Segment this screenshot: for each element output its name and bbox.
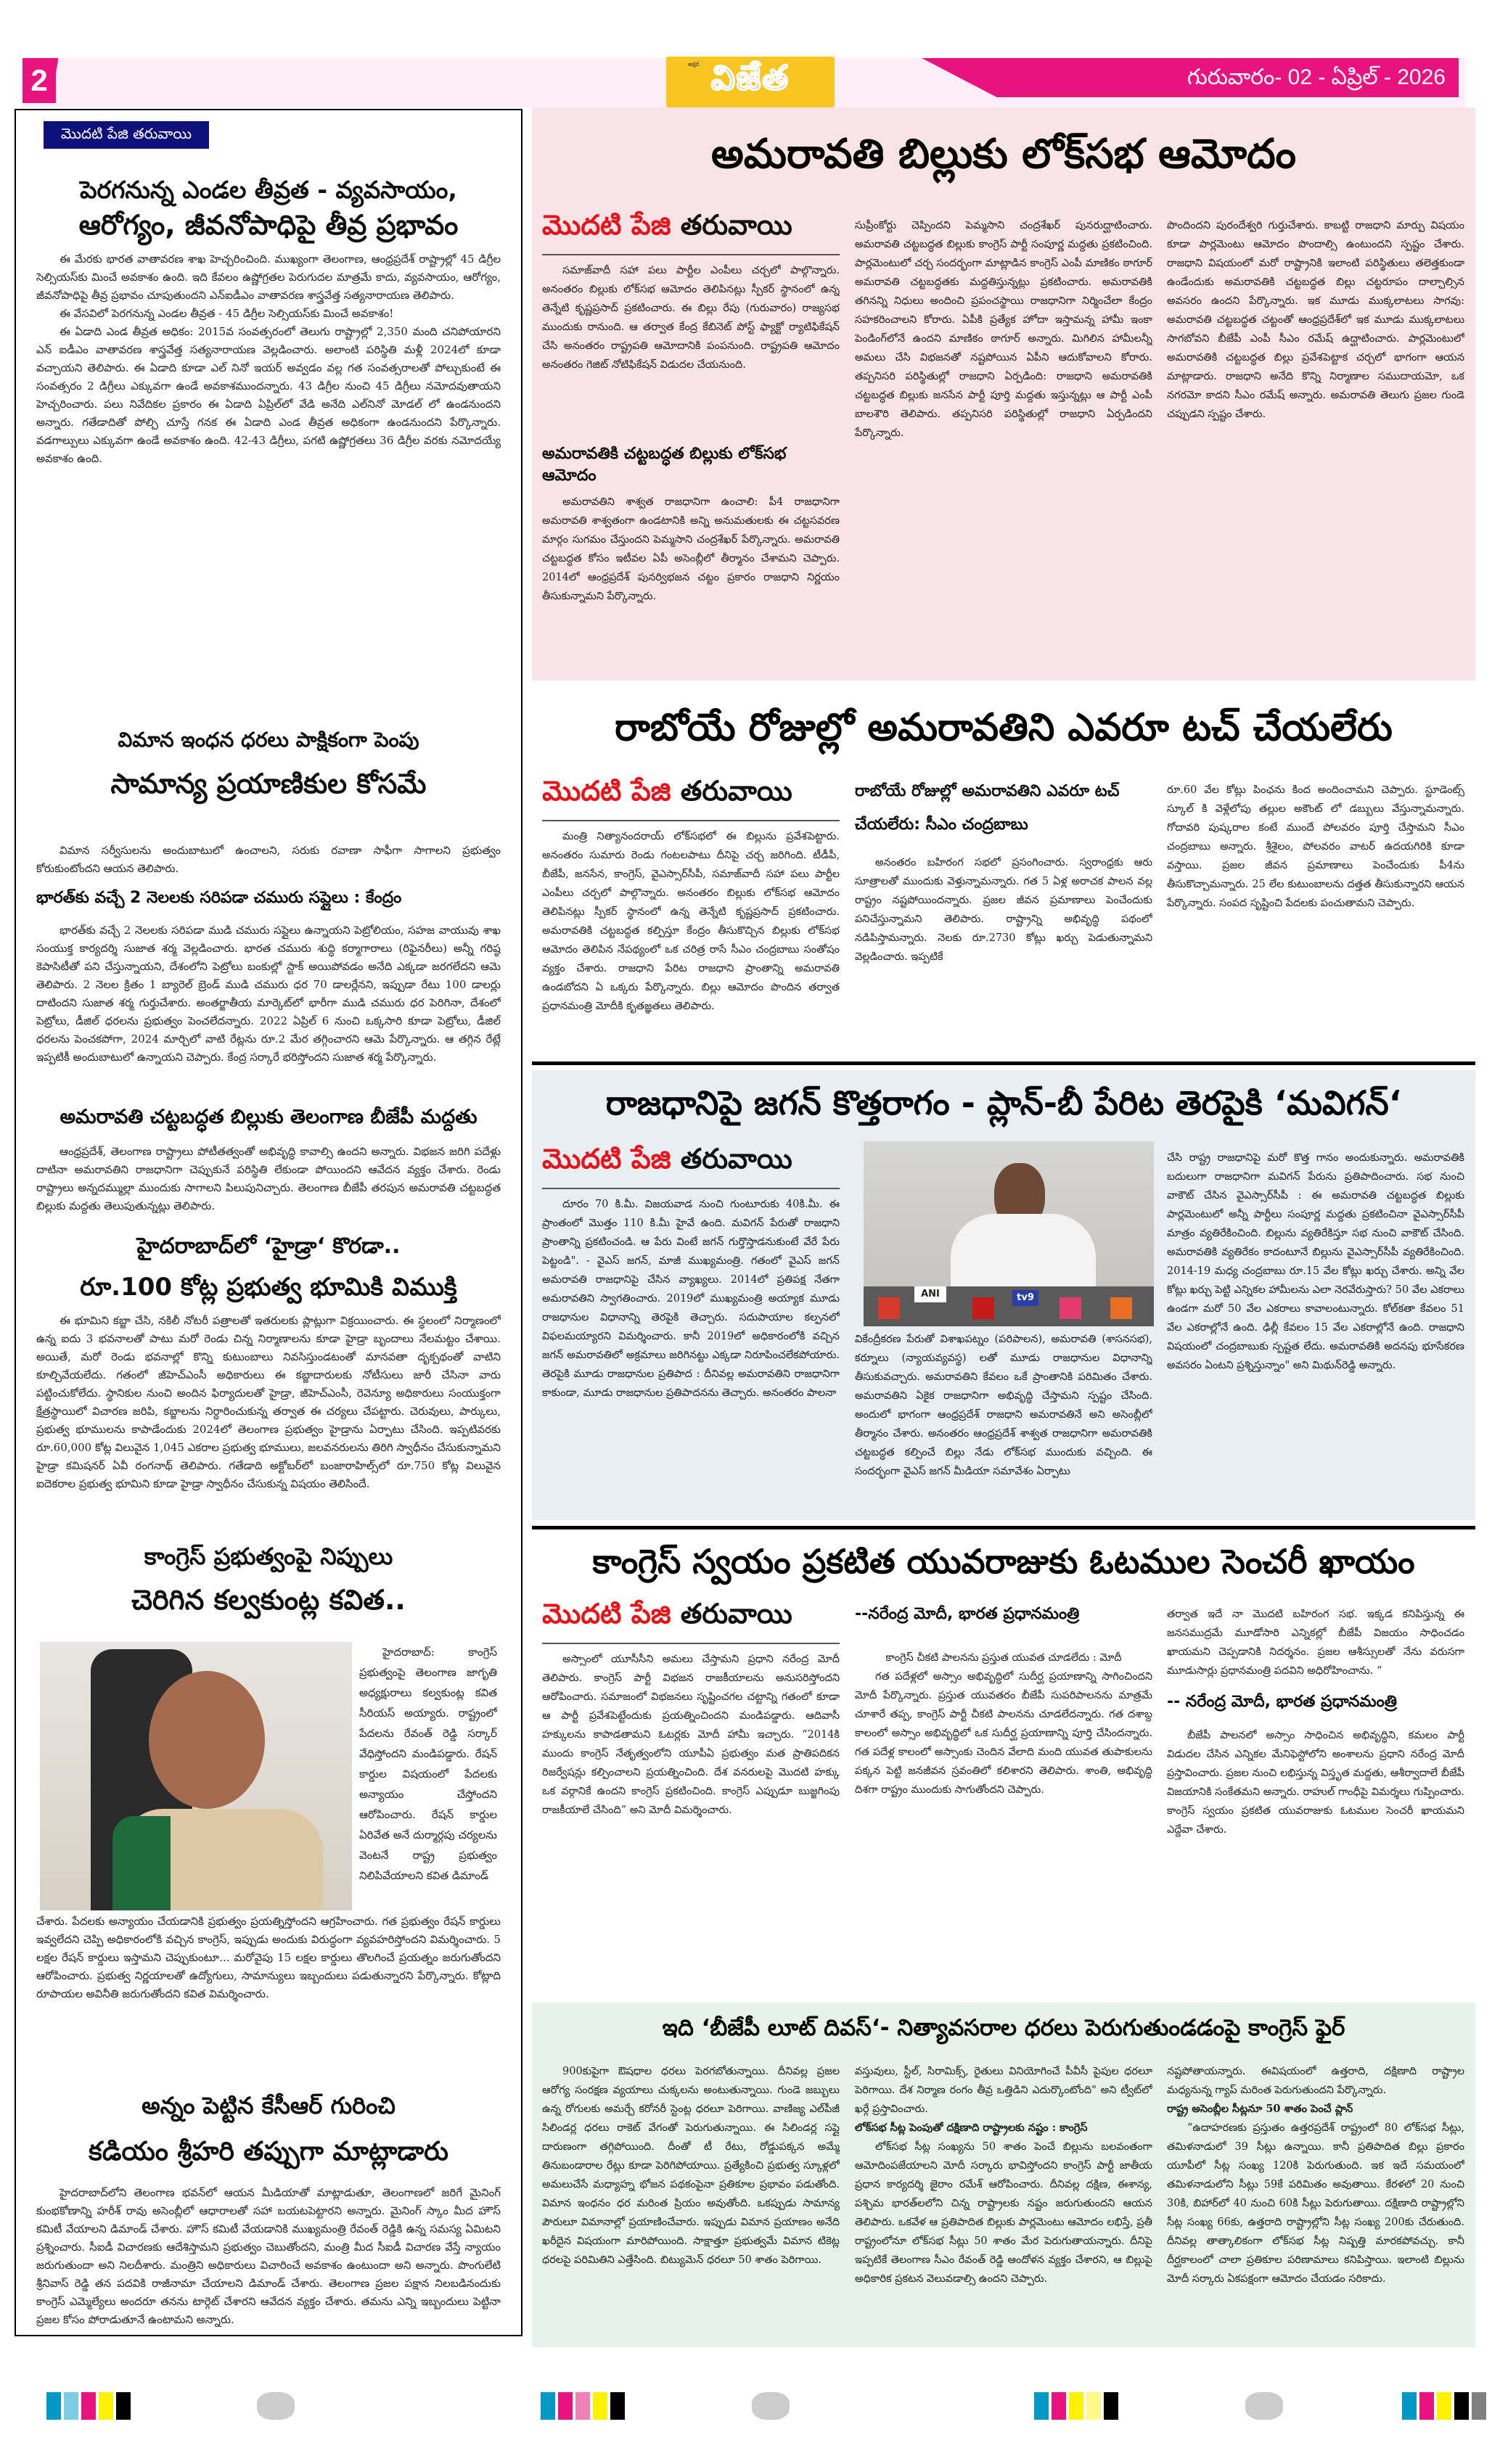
article-fuel-subhead: భారత్‌కు వచ్చే 2 నెలలకు సరిపడా చమురు సప్లైలు : కేంద్రం bbox=[36, 889, 402, 907]
article-heat-body bbox=[36, 250, 501, 707]
section-title: ఇది ‘బీజేపీ లూట్ దివస్‘- నిత్యావసరాల ధరలు పెరుగుతుండడంపై కాంగ్రెస్ ఫైర్ bbox=[662, 2015, 1345, 2041]
color-swatch bbox=[1472, 2392, 1486, 2420]
section-title: అమరావతి బిల్లుకు లోక్‌సభ ఆమోదం bbox=[710, 131, 1297, 178]
continued-black: తరువాయి bbox=[680, 209, 792, 241]
column-1 bbox=[542, 209, 840, 638]
column-text bbox=[542, 261, 840, 432]
mic-icon bbox=[1110, 1297, 1132, 1319]
article-hydra-headline bbox=[29, 1226, 508, 1307]
color-swatch bbox=[64, 2392, 78, 2420]
continued-label bbox=[542, 209, 840, 248]
color-swatch bbox=[1454, 2392, 1469, 2420]
column-3 bbox=[1167, 781, 1464, 1035]
headline-line: ఆరోగ్యం, జీవనోపాధిపై తీవ్ర ప్రభావం bbox=[78, 209, 459, 241]
paragraph: అనంతరం బహిరంగ సభలో ప్రసంగించారు. స్వరాంధ్రకు ఆరు సూత్రాలతో ముందుకు వెళ్తున్నామన్నారు. గత 5 ఏళ్ల అరాచక పాలన వల్ల రాష్ట్రం నష్టపోయిందన్నారు. ప్రజల జీవన ప్రమాణాలు పెంచేందుకు పనిచేస్తున్నామని తెలిపారు. రాష్ట్రాన్ని అభివృద్ధి పథంలో నడిపిస్తామన్నారు. నెలకు రూ.2730 కోట్లు ఖర్చు పెడుతున్నామని వెల్లడించారు. ఇప్పటికే bbox=[855, 857, 1152, 963]
continued-label bbox=[542, 775, 840, 814]
quote-attribution: -- నరేంద్ర మోదీ, భారత ప్రధానమంత్రి bbox=[1167, 1693, 1397, 1711]
column-2 bbox=[855, 1605, 1152, 1943]
headline-line: పెరగనున్న ఎండల తీవ్రత - వ్యవసాయం, bbox=[80, 176, 457, 204]
quote-attribution: --నరేంద్ర మోదీ, భారత ప్రధానమంత్రి bbox=[855, 1605, 1080, 1623]
section-touch-amaravati bbox=[532, 695, 1475, 1047]
continued-black: తరువాయి bbox=[680, 775, 792, 807]
continued-label bbox=[542, 1143, 840, 1182]
face-shape bbox=[149, 1671, 265, 1809]
paragraph: చేసి రాష్ట్ర రాజధానిపై మరో కొత్త గానం అందుకున్నారు. అమరావతికి బదులుగా రాజధానిగా మవిగన్ పేరును ప్రతిపాదించారు. సభ నుంచి వాకౌట్ చేసిన వైఎస్సార్‌సీపీ : ఈ అమరావతి చట్టబద్ధత బిల్లుకు పార్లమెంటులో అన్నీ పార్టీలు సంపూర్ణ మద్దతు ప్రకటించినా వైఎస్సార్‌సీపీ మాత్రం వ్యతిరేకించింది. బిల్లును వ్యతిరేకిస్తూ సభ నుంచి వాకౌట్ చేసింది. అమరావతికి వ్యతిరేకం కాదంటూనే బిల్లును వైఎస్సార్‌సీపీ వ్యతిరేకించింది. 2014-19 మధ్య చంద్రబాబు రూ.15 వేల కోట్లు ఖర్చు చేశారు. అన్ని వేల కోట్లు ఖర్చు పెట్టి ఎన్నికల హామీలను ఎలా నెరవేరుస్తారు? 50 వేల ఎకరాలు ఉండగా మరో 50 వేల ఎకరాలు కావాలంటున్నారు. కోల్‌కతా కేవలం 51 వేల ఎకరాల్లోనే ఉంది. ఢిల్లీ కేవలం 15 వేల ఎకరాల్లోనే ఉంది. రాజధాని విషయంలో చంద్రబాబుకు స్పష్టత లేదు. అమరావతికి అదనపు భూసేకరణ అవసరం ఏంటని ప్రశ్నిస్తున్నాం" అని మిథున్‌రెడ్డి అన్నారు. bbox=[1167, 1152, 1464, 1371]
mic-icon bbox=[1060, 1297, 1081, 1319]
paragraph: భారత్‌కు వచ్చే 2 నెలలకు సరిపడా ముడి చమురు సప్లైలు ఉన్నాయని పెట్రోలియం, సహజ వాయువు శాఖ సంయుక్త కార్యదర్శి సుజాత శర్మ వెల్లడించారు. భారత చమురు శుద్ధి కర్మాగారాలు (రిఫైనరీలు) అన్నీ గరిష్ఠ కెపాసిటీతో పని చేస్తున్నాయని, దేశంలోని పెట్రోలు బంకుల్లో స్టాక్ అయిపోవడం అనేది ఎక్కడా జరగలేదని ఆమె తెలిపారు. 2 నెలల క్రితం 1 బ్యారెల్ బ్రెండ్ ముడి చమురు ధర 70 డాలర్లేనని, ఇప్పుడా రేటు 100 డాలర్లు దాటిందని సుజాత శర్మ గుర్తుచేశారు. అంతర్జాతీయ మార్కెట్‌లో భారీగా ముడి చమురు ధర పెరిగినా, దేశంలో పెట్రోలు, డీజిల్ ధరలను ప్రభుత్వం పెంచలేదన్నారు. 2022 ఏప్రిల్ 6 నుంచి ఒక్కసారి కూడా పెట్రోలు, డీజిల్ ధరలను పెంచకపోగా, 2024 మార్చిలో వాటి రేట్లను రూ.2 మేర తగ్గించారని ఆమె పేర్కొన్నారు. ఆ తగ్గిన రేట్లే ఇప్పటికీ అందుబాటులో ఉన్నాయని చెప్పారు. కేంద్ర సర్కారే భరిస్తోందని సుజాత శర్మ పేర్కొన్నారు. bbox=[36, 924, 501, 1064]
page-number-slant bbox=[51, 58, 58, 103]
paragraph: తర్వాత ఇదే నా మొదటి బహిరంగ సభ. ఇక్కడ కనిపిస్తున్న ఈ జనసముద్రమే మూడోసారి ఎన్నికల్లో బీజేపీ విజయం సాధించడం ఖాయమని చెప్పడానికి నిదర్శనం. ప్రజల ఆశీస్సులతో నేను వరుసగా మూడుసార్లు ప్రధానమంత్రి పదవిని అధిరోహించాను. “ bbox=[1167, 1609, 1464, 1677]
headline-line: కడియం శ్రీహరి తప్పుగా మాట్లాడారు bbox=[89, 2137, 448, 2167]
paragraph: ఈ ఏడాది ఎండ తీవ్రత అధికం: 2015వ సంవత్సరంలో తెలుగు రాష్ట్రాల్లో 2,350 మంది చనిపోయారని ఎన్ ఐడీఎం వాతావరణ శాస్త్రవేత్త సత్యనారాయణ వెల్లడించారు. అలాంటి పరిస్థితి మళ్లీ 2024లో కూడా వచ్చాయని తెలిపారు. ఈ ఏడాది కూడా ఎల్ నినో ఇయర్ అవ్వడం వల్ల గత సంవత్సరాలతో పోల్చుకుంటే ఈ సంవత్సరం 2 డిగ్రీలు ఎక్కువగా ఉండే అవకాశముందన్నారు. 43 డిగ్రీల నుంచి 45 డిగ్రీలు నమోదవుతాయని హెచ్చరించారు. పలు నివేదికల ప్రకారం ఈ ఏడాది ఏప్రిల్‌లో వేడి అనేది ఎల్‌నినో మోడల్ లో ఉండనుందని అన్నారు. గతేడాదితో పోల్చి చూస్తే గనక ఈ ఏడాది ఎండ తీవ్రత అధికంగా ఉండనుందని పేర్కొన్నారు. వడగాల్పులు ఎక్కువగా ఉండే అవకాశం ఉంది. 42-43 డిగ్రీలు, పగటి ఉష్ణోగ్రతలు 36 డిగ్రీల వరకు నమోదయ్యే అవకాశం ఉంది. bbox=[36, 325, 501, 465]
column-text bbox=[1167, 1726, 1464, 1958]
mic-icon bbox=[972, 1297, 994, 1319]
paragraph: సుప్రీంకోర్టు చెప్పిందని పెమ్మసాని చంద్రశేఖర్ పునరుద్ఘాటించారు. అమరావతి చట్టబద్ధత బిల్లుకు కాంగ్రెస్ పార్టీ సంపూర్ణ మద్దతు ప్రకటించింది. పార్లమెంటులో చర్చ సందర్భంగా మాట్లాడిన కాంగ్రెస్ ఎంపీ మాణికం ఠాగూర్ అమరావతి చట్టబద్ధతకు మద్దతిస్తున్నట్లు ప్రకటించారు. అమరావతికి తగినన్ని నిధులు అందించి ప్రపంచస్థాయి రాజధానిగా నిర్మించేలా కేంద్రం సహకరించాలని కోరారు. ఏపీకి ప్రత్యేక హోదా ఇస్తామన్న హామీ ఇంకా పెండింగ్‌లోనే ఉందని మాణికం ఠాగూర్ అన్నారు. మిగిలిన హామీలన్నీ అమలు చేసి విభజనతో నష్టపోయిన ఏపీని ఆదుకోవాలని కోరారు. తప్పనిసరి పరిస్థితుల్లో రాజధాని ఏర్పడింది: రాజధాని అమరావతికి చట్టబద్ధత బిల్లుకు జనసేన పార్టీ పూర్తి మద్దతు ఇస్తున్నట్లు ఆ పార్టీ ఎంపీ బాలశౌరి తెలిపారు. తప్పనిసరి పరిస్థితుల్లో రాజధాని ఏర్పడిందని పేర్కొన్నారు. bbox=[855, 220, 1152, 439]
section-subhead: రాబోయే రోజుల్లో అమరావతిని ఎవరూ టచ్ చేయలేరు: సీఎం చంద్రబాబు bbox=[855, 782, 1120, 834]
column-3 bbox=[1167, 1149, 1464, 1511]
article-kavitha-side bbox=[359, 1642, 497, 1910]
section-jagan-plan-b bbox=[532, 1070, 1475, 1520]
paragraph: వికేంద్రీకరణ పేరుతో విశాఖపట్నం (పరిపాలన), అమరావతి (శాసనసభ), కర్నూలు (న్యాయవ్యవస్థ) లతో మూడు రాజధానుల విధానాన్ని తీసుకువచ్చారు. అమరావతిని కేవలం ఒకే ప్రాంతానికి పరిమితం చేశారు. అమరావతిని ఏకైక రాజధానిగా అభివృద్ధి చేస్తామని స్పష్టం చేసింది. అందులో భాగంగా ఆంధ్రప్రదేశ్ రాజధాని అమరావతినే అని అసెంబ్లీలో తీర్మానం చేశారు. అనంతరం ఆంధ్రప్రదేశ్ శాశ్వత రాజధానిగా అమరావతికి చట్టబద్ధత కల్పించే బిల్లు నేడు లోక్‌సభ ముందుకు వచ్చింది. ఈ సందర్భంగా వైఎస్ జగన్ మీడియా సమావేశం ఏర్పాటు bbox=[855, 1334, 1152, 1477]
paragraph: విమాన సర్వీసులను అందుబాటులో ఉంచాలని, సరుకు రవాణా సాఫీగా సాగాలని ప్రభుత్వం కోరుకుంటోందని ఆయన తెలిపారు. bbox=[36, 844, 501, 875]
paragraph: పొందిందని పురందేశ్వరి గుర్తుచేశారు. కాబట్టి రాజధాని మార్పు విషయం కూడా పార్లమెంటు ఆమోదం పొందాల్సి ఉంటుందని స్పష్టం చేశారు. రాజధాని విషయంలో మరో రాష్ట్రానికి ఇలాంటి పరిస్థితులు తలెత్తకుండా ఉండేందుకు అమరావతికి చట్టబద్ధత బిల్లు చట్టరూపం దాల్చాల్సిన అవసరం ఉందని పేర్కొన్నారు. ఇక మూడు ముక్కలాటలు సాగవు: అమరావతి చట్టబద్ధత చట్టంతో ఆంధ్రప్రదేశ్‌లో ఇక మూడు ముక్కలాటలు సాగబోవని బీజేపీ ఎంపీ సీఎం రమేష్ ఉద్ఘాటించారు. పార్లమెంటులో అమరావతికి చట్టబద్ధత బిల్లు ప్రవేశపెట్టాక చర్చలో భాగంగా ఆయన మాట్లాడారు. రాజధాని అనేది కొన్ని నిర్మాణాల సముదాయమో, ఒక నగరమో కాదని సీఎం రమేష్ అన్నారు. అమరావతి తెలుగు ప్రజల గుండె చప్పుడని స్పష్టం చేశారు. bbox=[1167, 220, 1464, 420]
headline-line: రూ.100 కోట్ల ప్రభుత్వ భూమికి విముక్తి bbox=[80, 1273, 457, 1302]
paragraph: బీజేపీ పాలనలో అస్సాం సాధించిన అభివృద్ధిని, కమలం పార్టీ విడుదల చేసిన ఎన్నికల మేనిఫెస్టోలోని అంశాలను ప్రధాని నరేంద్ర మోదీ ప్రస్తావించారు. ప్రజల నుంచి లభిస్తున్న విస్తృత మద్దతు, ఆశీర్వాదాలే బీజేపీ విజయానికి సంకేతమని అన్నారు. రాహుల్ గాంధీపై విమర్శలు గుప్పించారు. కాంగ్రెస్ స్వయం ప్రకటిత యువరాజుకు ఓటముల సెంచరీ ఖాయమని ఎద్దేవా చేశారు. bbox=[1167, 1730, 1464, 1836]
paragraph-subhead: రాష్ట్ర అసెంబ్లీల సీట్లనూ 50 శాతం పెంచే ప్లాన్ bbox=[1167, 2103, 1353, 2115]
continued-banner: మొదటి పేజి తరువాయి bbox=[44, 121, 209, 149]
article-kcr-body bbox=[36, 2184, 501, 2329]
paragraph: నష్టపోతాయన్నారు. ఈవిషయంలో ఉత్తరాది, దక్షిణాది రాష్ట్రాల మధ్యనున్న గ్యాప్ మరింత పెరుగుతుందని పేర్కొన్నారు. bbox=[1167, 2066, 1464, 2096]
color-bar-group-4 bbox=[1402, 2392, 1486, 2420]
color-swatch bbox=[116, 2392, 131, 2420]
jagan-press-photo bbox=[864, 1141, 1154, 1326]
paragraph: అమరావతిని శాశ్వత రాజధానిగా ఉంచాలి: పీ4 రాజధానిగా అమరావతి శాశ్వతంగా ఉండటానికి అన్ని అనుమతులకు ఈ చట్టసవరణ మార్గం సుగమం చేస్తుందని పెమ్మసాని చంద్రశేఖర్ పేర్కొన్నారు. అమరావతి చట్టబద్ధత కోసం ఇటీవల ఏపీ అసెంబ్లీలో తీర్మానం చేశామని చెప్పారు. 2014లో ఆంధ్రప్రదేశ్ పునర్విభజన చట్టం ప్రకారం రాజధాని నిర్ణయం తీసుకున్నామని పేర్కొన్నారు. bbox=[542, 496, 840, 602]
color-swatch bbox=[558, 2392, 573, 2420]
headline-line: అన్నం పెట్టిన కేసీఆర్ గురించి bbox=[142, 2092, 396, 2119]
color-swatch bbox=[81, 2392, 96, 2420]
headline-line: విమాన ఇంధన ధరలు పాక్షికంగా పెంపు bbox=[118, 728, 419, 752]
continued-black: తరువాయి bbox=[680, 1598, 792, 1630]
article-fuel-headline bbox=[29, 726, 508, 798]
column-2 bbox=[855, 216, 1152, 666]
section-modi-assam bbox=[532, 1532, 1475, 1997]
column-text bbox=[1167, 1605, 1464, 1681]
mic-label-tv9: tv9 bbox=[1012, 1290, 1038, 1306]
section-bjp-loot-divas bbox=[532, 2003, 1475, 2347]
section-title: రాబోయే రోజుల్లో అమరావతిని ఎవరూ టచ్ చేయలేరు bbox=[615, 706, 1393, 750]
color-swatch bbox=[593, 2392, 607, 2420]
registration-oval bbox=[1245, 2392, 1283, 2420]
column-text bbox=[855, 853, 1152, 1013]
column-2 bbox=[855, 2062, 1152, 2338]
divider bbox=[542, 254, 840, 255]
color-swatch bbox=[610, 2392, 625, 2420]
color-swatch bbox=[99, 2392, 113, 2420]
continued-red: మొదటి పేజి bbox=[542, 209, 671, 241]
article-kcr-headline bbox=[29, 2082, 508, 2175]
section-amaravati-bill bbox=[532, 107, 1475, 681]
continued-red: మొదటి పేజి bbox=[542, 775, 671, 807]
color-swatch bbox=[1419, 2392, 1434, 2420]
registration-oval bbox=[257, 2392, 295, 2420]
continued-black: తరువాయి bbox=[680, 1143, 792, 1175]
column-1 bbox=[542, 775, 840, 1045]
logo-tagline: అక్షర bbox=[688, 61, 700, 67]
blouse-shape bbox=[112, 1816, 171, 1910]
color-swatch bbox=[1086, 2392, 1101, 2420]
column-text bbox=[542, 493, 840, 638]
mic-label-ani: ANI bbox=[914, 1286, 946, 1302]
paragraph: హైదరాబాద్‌లోని తెలంగాణ భవన్‌లో ఆయన మీడియాతో మాట్లాడుతూ, తెలంగాణలో జరిగే మైనింగ్ కుంభకోణాన్ని హరీశ్ రావు అసెంబ్లీలో ఆధారాలతో సహా బయటపెట్టారని అన్నారు. మైనింగ్ స్కాం మీద హౌస్ కమిటీ వేయాలని డిమాండ్ చేశారు. హౌస్ కమిటీ వేయడానికి ముఖ్యమంత్రి రేవంత్ రెడ్డికి ఉన్న సమస్య ఏమిటని ప్రశ్నించారు. సీఐడీ విచారణకు ఆదేశిస్తామని ప్రభుత్వం చెబుతోందని, మంత్రి మీద సీఐడీ విచారణ వేస్తే న్యాయం జరుగుతుందా అని నిలదీశారు. మంత్రిని అధికారులు విచారించే అవకాశం ఉంటుందా అని అన్నారు. పొంగులేటి శ్రీనివాస్ రెడ్డి తన పదవికి రాజీనామా చేయాలని డిమాండ్ చేశారు. తెలంగాణ ప్రజల పక్షాన నిలబడినందుకు కాంగ్రెస్ ఎమ్మెల్యేలు అందరూ తనను టార్గెట్ చేశారని ఆవేదన వ్యక్తం చేశారు. తమను ఎన్ని ఇబ్బందులు పెట్టినా ప్రజల కోసం పోరాడుతూనే ఉంటామని అన్నారు. bbox=[36, 2186, 501, 2326]
column-1 bbox=[542, 1598, 840, 1976]
color-swatch bbox=[1069, 2392, 1083, 2420]
photo-caption-text bbox=[855, 1330, 1152, 1511]
article-fuel-body bbox=[36, 842, 501, 878]
color-bar-group-1 bbox=[46, 2392, 131, 2420]
paragraph: చేశారు. పేదలకు అన్యాయం చేయడానికి ప్రభుత్వం ప్రయత్నిస్తోందని ఆగ్రహించారు. గత ప్రభుత్వం రేషన్ కార్డులు ఇవ్వలేదని చెప్పి అధికారంలోకి వచ్చిన కాంగ్రెస్, ఇప్పుడు అందుకు విరుద్ధంగా వ్యవహరిస్తోందని విమర్శించారు. 5 లక్షల రేషన్ కార్డులు ఇస్తామని చెప్పుకుంటూ... మరోవైపు 15 లక్షల కార్డులు తొలగించే ప్రయత్నం జరుగుతోందని ఆరోపించారు. ప్రభుత్వ నిర్ణయాలతో ఉద్యోగులు, సామాన్యులు ఇబ్బందులు పడుతున్నారని పేర్కొన్నారు. కోట్లాది రూపాయల అవినీతి జరుగుతోందని కవిత విమర్శించారు. bbox=[36, 1915, 501, 2000]
paragraph: ఆంధ్రప్రదేశ్, తెలంగాణ రాష్ట్రాలు పోటీతత్వంతో అభివృద్ధి కావాల్సి ఉందని అన్నారు. విభజన జరిగి పదేళ్లు దాటినా అమరావతిని రాజధానిగా చెప్పుకునే పరిస్థితి లేకుండా పోయిందని ఆవేదన వ్యక్తం చేశారు. రెండు రాష్ట్రాలు అన్నదమ్ముల్లా ముందుకు సాగాలని పిలుపునిచ్చారు. తెలంగాణ బీజేపీ తరపున అమరావతి చట్టబద్ధత బిల్లుకు మద్దతు తెలుపుతున్నట్లు తెలిపారు. bbox=[36, 1145, 501, 1212]
color-swatch bbox=[1034, 2392, 1049, 2420]
headline-line: చెరిగిన కల్వకుంట్ల కవిత.. bbox=[131, 1584, 406, 1616]
article-bjp-headline: అమరావతి చట్టబద్ధత బిల్లుకు తెలంగాణ బీజేపీ మద్దతు bbox=[60, 1106, 478, 1128]
section-title: కాంగ్రెస్ స్వయం ప్రకటిత యువరాజుకు ఓటముల సెంచరీ ఖాయం bbox=[592, 1542, 1415, 1581]
paragraph: 900కుపైగా ఔషధాల ధరలు పెరగబోతున్నాయి. దీనివల్ల ప్రజల ఆరోగ్య సంరక్షణ వ్యయాలు చుక్కలను అంటుతున్నాయి. గుండె జబ్బులు ఉన్న రోగులకు అమర్చే కరోనరీ స్టెంట్ల ధరలూ పెరిగాయి. వాణిజ్య ఎల్‌పీజీ సిలిండర్ల ధరలు రాకెట్ వేగంతో పెరుగుతున్నాయి. ఈ సిలిండర్ల సప్లై దారుణంగా తగ్గిపోయింది. దీంతో టీ రేటు, రోడ్డుపక్కన అమ్మే తినుబండారాల రేట్లు కూడా పెరిగిపోయాయి. ప్రత్యేకించి ప్రభుత్వ స్కూళ్లలో అమలుచేసే మధ్యాహ్న భోజన పథకంపైనా ప్రతికూల ప్రభావం పడుతోంది. విమాన ఇంధనం ధర మరింత ప్రియం అవుతోంది. ఒకప్పుడు సామాన్య పౌరులూ విమానాల్లో ప్రయాణించేవారు. ఇప్పుడు విమాన ప్రయాణం అనేది ఖరీదైన విషయంగా మారిపోయింది. సాక్షాత్తూ ప్రభుత్వమే విమాన టికెట్ల ధరలపై పరిమితిని ఎత్తేసింది. బిట్యుమెన్ ధరలూ 50 శాతం పెరిగాయి. bbox=[542, 2066, 840, 2266]
column-1 bbox=[542, 1143, 840, 1500]
page-number: 2 bbox=[22, 58, 56, 103]
section-subhead: అమరావతికి చట్టబద్ధత బిల్లుకు లోక్‌సభ ఆమోదం bbox=[542, 445, 787, 485]
article-bjp-body bbox=[36, 1143, 501, 1219]
article-kavitha-body bbox=[36, 1913, 501, 2079]
article-hydra-body bbox=[36, 1312, 501, 1526]
logo-text: విజేత bbox=[710, 58, 790, 97]
headline-line: హైదరాబాద్‌లో ‘హైడ్రా‘ కొరడా.. bbox=[136, 1233, 401, 1259]
newspaper-logo[interactable] bbox=[666, 57, 835, 107]
kavitha-photo bbox=[40, 1642, 352, 1910]
divider bbox=[542, 1643, 840, 1644]
column-text bbox=[542, 827, 840, 1045]
column-text bbox=[855, 1667, 1152, 1943]
paragraph: ఈ మేరకు భారత వాతావరణ శాఖ హెచ్చరించింది. ముఖ్యంగా తెలంగాణ, ఆంధ్రప్రదేశ్ రాష్ట్రాల్లో 45 డిగ్రీల సెల్సియస్‌కు మించే అవకాశం ఉంది. ఇది కేవలం ఉష్ణోగ్రతల పెరుగుదల మాత్రమే కాదు, వ్యవసాయం, ఆరోగ్యం, జీవనోపాధిపై తీవ్ర ప్రభావం చూపుతుందని ఎన్ఐడీఎం వాతావరణ శాస్త్రవేత్త సత్యనారాయణ తెలిపారు. bbox=[36, 252, 501, 302]
divider bbox=[542, 820, 840, 821]
paragraph: ఈ వేసవిలో పెరగనున్న ఎండల తీవ్రత - 45 డిగ్రీల సెల్సియస్‌కు మించే అవకాశం! bbox=[60, 307, 394, 320]
paragraph: అస్సాంలో యూసీసీని అమలు చేస్తామని ప్రధాని నరేంద్ర మోదీ తెలిపారు. కాంగ్రెస్ పార్టీ విభజన రాజకీయాలను అనుసరిస్తోందని ఆరోపించారు. సమాజంలో విభజనలు సృష్టించగల చట్టాన్ని గతంలో కూడా ఆ పార్టీ ప్రవేశపెట్టేందుకు ప్రయత్నించిందని మండిపడ్డారు. ఆదివాసీ హక్కులను కాపాడతామని ఓటర్లకు మోదీ హామీ ఇచ్చారు. “2014కి ముందు కాంగ్రెస్ నేతృత్వంలోని యూపీఏ ప్రభుత్వం మత ప్రాతిపదికన రిజర్వేషన్లు కల్పించాలని ప్రయత్నించింది. దేశ వనరులపై మొదటి హక్కు ఒక వర్గానికే ఉందని కాంగ్రెస్ ప్రకటించింది. కాంగ్రెస్ ఎప్పుడూ బుజ్జగింపు రాజకీయాలే చేసింది” అని మోదీ విమర్శించారు. bbox=[542, 1654, 840, 1816]
article-fuel-body-2 bbox=[36, 921, 501, 1088]
column-2 bbox=[855, 775, 1152, 1013]
color-swatch bbox=[1052, 2392, 1066, 2420]
color-bar-group-2 bbox=[541, 2392, 625, 2420]
column-text bbox=[542, 1650, 840, 1976]
color-swatch bbox=[575, 2392, 590, 2420]
section-divider bbox=[532, 1526, 1475, 1529]
column-3 bbox=[1167, 2062, 1464, 2338]
paragraph: హైదరాబాద్: కాంగ్రెస్ ప్రభుత్వంపై తెలంగాణ జాగృతి అధ్యక్షురాలు కల్వకుంట్ల కవిత సీరియస్ అయ్యారు. రాష్ట్రంలో పేదలను రేవంత్ రెడ్డి సర్కార్ వేధిస్తోందని మండిపడ్డారు. రేషన్ కార్డుల విషయంలో పేదలకు అన్యాయం చేస్తోందని ఆరోపించారు. రేషన్ కార్డుల ఏరివేత అనే దుర్మార్గపు చర్యలను వెంటనే రాష్ట్ర ప్రభుత్వం నిలిపివేయాలని కవిత డిమాండ్ bbox=[359, 1646, 497, 1882]
publication-date: గురువారం- 02 - ఏప్రిల్ - 2026 bbox=[1187, 65, 1446, 89]
article-kavitha-headline bbox=[29, 1535, 508, 1622]
column-lead: కాంగ్రెస్ చీకటి పాలనను ప్రస్తుత యువత చూడలేదు : మోదీ bbox=[885, 1652, 1122, 1664]
section-divider bbox=[532, 1061, 1475, 1065]
color-swatch bbox=[1402, 2392, 1417, 2420]
column-3 bbox=[1167, 1605, 1464, 1958]
continued-label bbox=[542, 1598, 840, 1637]
paragraph: గత పదేళ్లలో అస్సాం అభివృద్ధిలో సుదీర్ఘ ప్రయాణాన్ని సాగించిందని మోదీ పేర్కొన్నారు. ప్రస్తుత యువతరం బీజేపీ సుపరిపాలనను మాత్రమే చూశారే తప్ప, కాంగ్రెస్ పార్టీ చీకటి పాలనను చూడలేదన్నారు. గత దశాబ్ద కాలంలో అస్సాం అభివృద్ధిలో ఒక సుదీర్ఘ ప్రయాణాన్ని పూర్తి చేసిందన్నారు. గత పదేళ్ల కాలంలో అస్సాంకు చెందిన వేలాది మంది యువత తుపాకులను పక్కన పెట్టి జనజీవన స్రవంతిలో కలిశారని తెలిపారు. శాంతి, అభివృద్ధి దిశగా రాష్ట్రం ముందుకు సాగుతోందని చెప్పారు. bbox=[855, 1671, 1152, 1796]
paragraph: లోక్‌సభ సీట్ల సంఖ్యను 50 శాతం పెంచే బిల్లును బలవంతంగా ఆమోదింపజేయాలని మోదీ సర్కారు భావిస్తోందని కాంగ్రెస్ పార్టీ జాతీయ ప్రధాన కార్యదర్శి జైరాం రమేశ్ ఆరోపించారు. దీనివల్ల దక్షిణ, ఈశాన్య, పశ్చిమ భారత్‌లలోని చిన్న రాష్ట్రాలకు నష్టం జరుగుతుందని ఆయన తెలిపారు. ఒకవేళ ఆ ప్రతిపాదిత బిల్లుకు పార్లమెంటు ఆమోదం లభిస్తే, ప్రతీ రాష్ట్రంలోనూ లోక్‌సభ సీట్లు 50 శాతం మేర పెరుగుతాయన్నారు. దీనిపై ఇప్పటికే తెలంగాణ సీఎం రేవంత్ రెడ్డి ఆందోళన వ్యక్తం చేశారని, ఆ బిల్లుపై అధికారిక ప్రకటన వెలువడాల్సి ఉందని చెప్పారు. bbox=[855, 2141, 1152, 2285]
article-heat-headline bbox=[29, 173, 508, 242]
paragraph: మంత్రి నిత్యానందరాయ్ లోక్‌సభలో ఈ బిల్లును ప్రవేశపెట్టారు. అనంతరం సుమారు రెండు గంటలపాటు దీనిపై చర్చ జరిగింది. టీడీపీ, బీజేపీ, జనసేన, కాంగ్రెస్, వైఎస్సార్‌సీపీ, సమాజ్‌వాదీ సహా పలు పార్టీల ఎంపీలు చర్చలో పాల్గొన్నారు. అనంతరం బిల్లుకు లోక్‌సభ ఆమోదం తెలిపినట్లు స్పీకర్ స్థానంలో ఉన్న తెన్నేటి కృష్ణప్రసాద్ ప్రకటించారు. అమరావతికి చట్టబద్ధత కల్పిస్తూ కేంద్రం తీసుకొచ్చిన బిల్లుకు లోక్‌సభ ఆమోదం తెలిపిన నేపథ్యంలో ఒక చరిత్ర రాసే సీఎం చంద్రబాబు సంతోషం వ్యక్తం చేశారు. రాజధాని పేరిట రాజధాని ప్రాంతాన్ని అమరావతి ఉండబోదని ఏ ఒక్కరు పేర్కొన్నారు. బిల్లు ఆమోదం పొందిన తర్వాత ప్రధానమంత్రి మోదీకి కృతజ్ఞతలు తెలిపారు. bbox=[542, 831, 840, 1012]
registration-oval bbox=[752, 2392, 790, 2420]
section-title: రాజధానిపై జగన్ కొత్తరాగం - ప్లాన్-బీ పేరిట తెరపైకి ‘మవిగన్‘ bbox=[605, 1083, 1402, 1122]
headline-line: కాంగ్రెస్ ప్రభుత్వంపై నిప్పులు bbox=[144, 1543, 393, 1570]
divider bbox=[542, 1188, 840, 1189]
paragraph: వస్తువులు, స్టీల్, సిరామిక్స్, రైతులు వినియోగించే పీవీసీ పైపుల ధరలూ పెరిగాయి. దేశ నిర్మాణ రంగం తీవ్ర ఒత్తిడిని ఎదుర్కొంటోంది" అని ట్వీట్‌లో ఖర్గే ప్రస్తావించారు. bbox=[855, 2066, 1152, 2115]
continued-red: మొదటి పేజి bbox=[542, 1143, 671, 1175]
color-bar-group-3 bbox=[1034, 2392, 1118, 2420]
mic-icon bbox=[878, 1297, 900, 1319]
paragraph: రూ.60 వేల కోట్లు పింఛను కింద అందించామని చెప్పారు. స్టూడెంట్స్ స్కూల్ కి వెళ్లేలోపు తల్లుల అకౌంట్ లో డబ్బులు వేస్తున్నామన్నారు. గోదావరి పుష్కరాల కంటే ముందే పోలవరం పూర్తి చేస్తామని సీఎం చంద్రబాబు అన్నారు. శ్రీశైలం, పోలవరం వాటర్ ఉదయగిరికి కూడా వస్తాయి. ప్రజల జీవన ప్రమాణాలు పెంచేందుకు పీ4ను తీసుకొచ్చామన్నారు. 25 లేల కుటుంబాలను దత్తత తీసుకున్నారని ఆయన పేర్కొన్నారు. సంపద సృష్టించి పేదలకు పంచుతామని చెప్పారు. bbox=[1167, 784, 1464, 909]
color-swatch bbox=[1437, 2392, 1451, 2420]
column-1 bbox=[542, 2062, 840, 2338]
color-swatch bbox=[541, 2392, 555, 2420]
paragraph: దూరం 70 కి.మీ. విజయవాడ నుంచి గుంటూరుకు 40కి.మీ. ఈ ప్రాంతంలో మొత్తం 110 కి.మీ హైవే ఉంది. మవిగన్ పేరుతో రాజధాని ప్రాంతాన్ని ప్రకటించండి. ఆ పేరు వింటే జగన్ గుర్తొస్తాడనుకుంటే వేరే పేరు పెట్టండి". - వైఎస్ జగన్, మాజీ ముఖ్యమంత్రి. గతంలో వైఎస్ జగన్ అమరావతి రాజధానిపై చేసిన వ్యాఖ్యలు. 2014లో ప్రతిపక్ష నేతగా అమరావతిని స్వాగతించారు. 2019లో ముఖ్యమంత్రి అయ్యాక మూడు రాజధానుల విధానాన్ని తెరపైకి తెచ్చారు. సదుపాయాల కల్పనలో విఫలమయ్యారని విమర్శించారు. కానీ 2019లో అధికారంలోకి వచ్చిన జగన్ అమరావతిలో అక్రమాలు జరిగినట్టు ఎక్కడా నిరూపించలేకపోయారు. తెరపైకి మూడు రాజధానుల ప్రతిపాద : దీనివల్ల అమరావతిని రాజధానిగా కాకుండా, మూడు రాజధానుల ప్రతిపాదనను తెచ్చారు. అనంతరం పాలనా bbox=[542, 1199, 840, 1399]
headline-line: సామాన్య ప్రయాణికుల కోసమే bbox=[110, 768, 427, 800]
column-text bbox=[542, 1195, 840, 1500]
paragraph: సమాజ్‌వాదీ సహా పలు పార్టీల ఎంపీలు చర్చలో పాల్గొన్నారు. అనంతరం బిల్లుకు లోక్‌సభ ఆమోదం తెలిపినట్లు స్పీకర్ స్థానంలో ఉన్న తెన్నేటి కృష్ణప్రసాద్ ప్రకటించారు. ఈ బిల్లు రేపు (గురువారం) రాజ్యసభ ముందుకు రానుంది. ఆ తర్వాత కేంద్ర కేబినెట్ పోస్ట్ ఫ్యాక్టో ర్యాటిఫికేషన్ చేసి అనంతరం రాష్ట్రపతి ఆమోదానికి పంపనుంది. రాష్ట్రపతి ఆమోదం అనంతరం గెజిట్ నోటిఫికేషన్ విడుదల చేయనుంది. bbox=[542, 265, 840, 371]
color-swatch bbox=[46, 2392, 61, 2420]
paragraph: ఈ భూమిని కబ్జా చేసి, నకిలీ నోటరీ పత్రాలతో ఇతరులకు ప్లాట్లుగా విక్రయించారు. ఈ స్థలంలో నిర్మాణంలో ఉన్న ఐదు 3 భవనాలతో పాటు మరో రెండు చిన్న నిర్మాణాలను కూడా హైడ్రా బృందాలు నేలమట్టం చేశాయి. అయితే, మరో రెండు భవనాల్లో కొన్ని కుటుంబాలు నివసిస్తుండటంతో మానవతా దృక్పథంతో వాటిని కూల్చివేయలేదు. గతంలో జీహెచ్ఎంసీ అధికారులు ఈ కబ్జాదారులకు నోటీసులు జారీ చేసినా వారు పట్టించుకోలేదు. స్థానికుల నుంచి అందిన ఫిర్యాదులతో హైడ్రా, జీహెచ్ఎంసీ, రెవెన్యూ అధికారులు సంయుక్తంగా క్షేత్రస్థాయిలో విచారణ జరిపి, కబ్జాలను నిర్ధారించుకున్న తర్వాత ఈ చర్యలు చేపట్టారు. చెరువులు, పార్కులు, ప్రభుత్వ భూములను కాపాడేందుకు 2024లో తెలంగాణ ప్రభుత్వం హైడ్రాను ఏర్పాటు చేసింది. ఇప్పటివరకు రూ.60,000 కోట్ల విలువైన 1,045 ఎకరాల ప్రభుత్వ భూములు, జలవనరులను తిరిగి స్వాధీనం చేసుకున్నామని హైడ్రా కమిషనర్ ఏవీ రంగనాథ్ తెలిపారు. గతేడాది అక్టోబర్‌లో బంజారాహిల్స్‌లో రూ.750 కోట్ల విలువైన ఐదెకరాల ప్రభుత్వ భూమిని కూడా హైడ్రా స్వాధీనం చేసుకున్న విషయం తెలిసిందే. bbox=[36, 1314, 501, 1490]
paragraph: “ఉదాహరణకు ప్రస్తుతం ఉత్తరప్రదేశ్ రాష్ట్రంలో 80 లోక్‌సభ సీట్లు, తమిళనాడులో 39 సీట్లు ఉన్నాయి. కానీ ప్రతిపాదిత బిల్లు ప్రకారం యూపీలో సీట్ల సంఖ్య 120కి పెరుగుతుంది. ఇక ఇదే సమయంలో తమిళనాడులోని సీట్లు 59కే పరిమితం అవుతాయి. కేరళలో 20 నుంచి 30కి, బిహార్‌లో 40 నుంచి 60కి సీట్లు పెరుగుతాయి. దక్షిణాది రాష్ట్రాల్లోని సీట్ల సంఖ్య 66కు, ఉత్తరాది రాష్ట్రాల్లోని సీట్ల సంఖ్య 200కు చేరుతుంది. దీనివల్ల తాత్కాలికంగా లోక్‌సభ సీట్ల నిష్పత్తి మారకపోవచ్చు. కానీ దీర్ఘకాలంలో చాలా ప్రతికూల పరిణామాలు కనిపిస్తాయి. ఇలాంటి బిల్లును మోదీ సర్కారు ఏకపక్షంగా ఆమోదం చేయడం సరికాదు. bbox=[1167, 2122, 1464, 2285]
column-3 bbox=[1167, 216, 1464, 666]
paragraph-subhead: లోక్‌సభ సీట్ల పెంపుతో దక్షిణాది రాష్ట్రాలకు నష్టం : కాంగ్రెస్ bbox=[855, 2122, 1088, 2134]
color-swatch bbox=[1104, 2392, 1118, 2420]
continued-red: మొదటి పేజి bbox=[542, 1598, 671, 1630]
